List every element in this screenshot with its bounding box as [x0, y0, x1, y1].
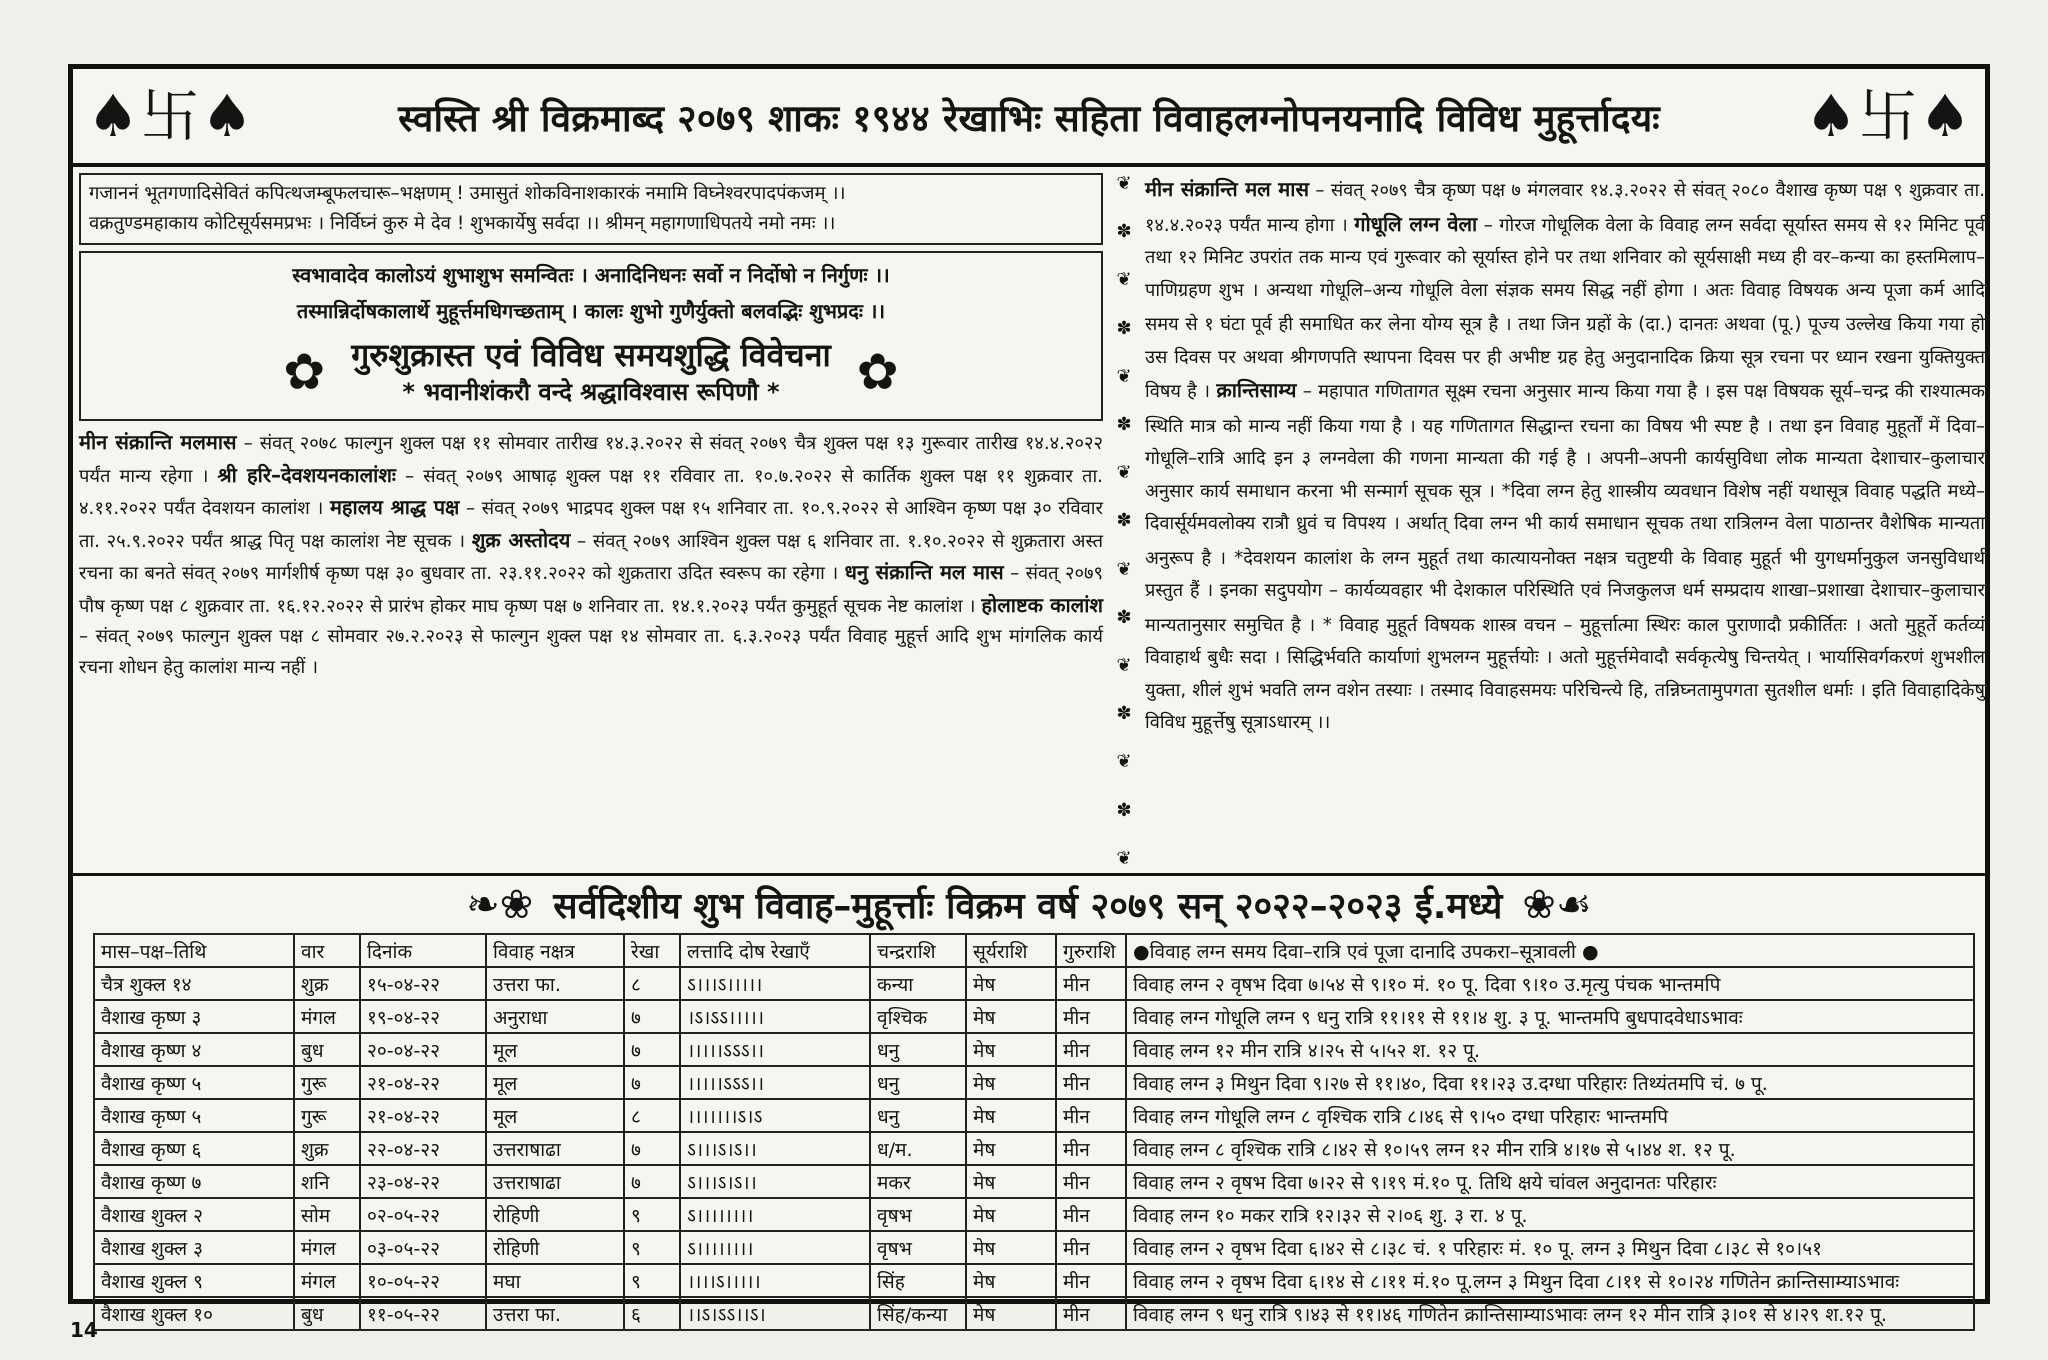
table-cell: ७: [624, 1033, 680, 1066]
table-cell: ८: [624, 1099, 680, 1132]
column-header: गुरुराशि: [1056, 934, 1126, 967]
right-text-block: [1145, 173, 1985, 869]
table-cell: विवाह लग्न २ वृषभ दिवा ६।४२ से ८।३८ चं. १ परिहारः मं. १० पू. लग्न ३ मिथुन दिवा ८।३८ से १०।५१: [1126, 1231, 1974, 1264]
table-cell: मंगल: [294, 1000, 360, 1033]
table-cell: विवाह लग्न २ वृषभ दिवा ७।५४ से ९।१० मं. १० पू. दिवा ९।१० उ.मृत्यु पंचक भान्तमपि: [1126, 967, 1974, 1000]
ornament-icon: ❦: [1116, 655, 1132, 677]
left-para-5-text: – संवत् २०७९ फाल्गुन शुक्ल पक्ष ८ सोमवार २७.२.२०२३ से फाल्गुन शुक्ल पक्ष १४ सोमवार ता. ६.३.२०२३ पर्यंत विवाह मुहूर्त्त आदि शुभ मांगलिक कार्य रचना शोधन हेतु कालांश मान्य नहीं ।: [79, 626, 1103, 678]
page-number: 14: [70, 1318, 98, 1342]
table-cell: मघा: [486, 1264, 624, 1297]
lotus-flower-icon: ✿: [856, 343, 899, 401]
table-cell: वैशाख कृष्ण ६: [94, 1132, 294, 1165]
banner-title: स्वस्ति श्री विक्रमाब्द २०७९ शाकः १९४४ रेखाभिः सहिता विवाहलग्नोपनयनादि विविध मुहूर्त्तादयः: [398, 96, 1660, 140]
table-cell: ऽ।।।ऽ।ऽ।।: [680, 1132, 870, 1165]
table-row: [94, 1132, 1974, 1165]
column-header: मास–पक्ष–तिथि: [94, 934, 294, 967]
table-cell: ।।।।ऽ।।।।।: [680, 1264, 870, 1297]
left-para-1-heading: श्री हरि–देवशयनकालांशः: [217, 462, 396, 487]
shloka-line-1: स्वभावादेव कालोऽयं शुभाशुभ समन्वितः । अनादिनिधनः सर्वो न निर्दोषो न निर्गुणः ।।: [292, 263, 890, 287]
table-row: [94, 1000, 1974, 1033]
table-cell: ऽ।।।।।।।।: [680, 1231, 870, 1264]
table-cell: विवाह लग्न २ वृषभ दिवा ६।१४ से ८।११ मं.१० पू.लग्न ३ मिथुन दिवा ८।११ से १०।२४ गणितेन क्रान्तिसाम्याऽभावः: [1126, 1264, 1974, 1297]
right-para-0-text: – संवत् २०७९ चैत्र कृष्ण पक्ष ७ मंगलवार १४.३.२०२२ से संवत् २०८० वैशाख कृष्ण पक्ष ९ शुक्रवार ता. १४.४.२०२३ पर्यंत मान्य होगा ।: [1145, 180, 1986, 236]
table-row: [94, 1198, 1974, 1231]
table-cell: ११-०५-२२: [360, 1297, 486, 1330]
table-cell: मेष: [966, 1099, 1056, 1132]
table-cell: मूल: [486, 1066, 624, 1099]
table-cell: विवाह लग्न गोधूलि लग्न ९ धनु रात्रि ११।११ से ११।४ शु. ३ पू. भान्तमपि बुधपादवेधाऽभावः: [1126, 1000, 1974, 1033]
ornament-icon: ✽: [1116, 414, 1132, 436]
table-cell: सिंह/कन्या: [870, 1297, 966, 1330]
table-cell: मेष: [966, 1297, 1056, 1330]
column-header: वार: [294, 934, 360, 967]
table-cell: मूल: [486, 1033, 624, 1066]
left-para-3-text: – संवत् २०७९ आश्विन शुक्ल पक्ष ६ शनिवार ता. १.१०.२०२२ से शुक्रतारा अस्त रचना का बनते संवत् २०७९ मार्गशीर्ष कृष्ण पक्ष ३० बुधवार ता. २३.११.२०२२ को शुक्रतारा उदित स्वरूप का रहेगा ।: [79, 530, 1104, 584]
lotus-flower-icon: ✿: [283, 343, 326, 401]
table-cell: २०-०४-२२: [360, 1033, 486, 1066]
table-cell: वैशाख शुक्ल २: [94, 1198, 294, 1231]
table-cell: मंगल: [294, 1264, 360, 1297]
muhurta-title: सर्वदिशीय शुभ विवाह–मुहूर्त्ताः विक्रम वर्ष २०७९ सन् २०२२–२०२३ ई.मध्ये: [553, 886, 1503, 927]
table-cell: सोम: [294, 1198, 360, 1231]
ornament-icon: ❦: [1116, 173, 1132, 194]
table-cell: सिंह: [870, 1264, 966, 1297]
table-row: [94, 1033, 1974, 1066]
left-para-2-text: – संवत् २०७९ भाद्रपद शुक्ल पक्ष १५ शनिवार ता. १०.९.२०२२ से आश्विन कृष्ण पक्ष ३० रविवार ता. २५.९.२०२२ पर्यंत श्राद्ध पितृ पक्ष कालांश नेष्ट सूचक ।: [79, 498, 1103, 552]
table-cell: ।ऽ।ऽऽ।।।।।: [680, 1000, 870, 1033]
table-cell: मेष: [966, 1198, 1056, 1231]
column-header: लत्तादि दोष रेखाएँ: [680, 934, 870, 967]
table-row: [94, 1165, 1974, 1198]
table-cell: मीन: [1056, 967, 1126, 1000]
muhurta-table: [93, 933, 1975, 1331]
column-header: रेखा: [624, 934, 680, 967]
left-para-3-heading: शुक्र अस्तोदय: [471, 527, 571, 552]
table-cell: २१-०४-२२: [360, 1066, 486, 1099]
right-para-3-text: – महापात गणितागत सूक्ष्म रचना अनुसार मान्य किया गया है । इस पक्ष विषयक सूर्य–चन्द्र की राश्यात्मक स्थिति मात्र को मान्य नहीं किया गया है । यह गणितागत सिद्धान्त रचना का विषय भी स्पष्ट है ।: [1145, 381, 1985, 437]
shloka-box: [79, 251, 1103, 421]
right-para-3-heading: क्रान्तिसाम्य: [1216, 378, 1297, 402]
table-cell: ८: [624, 967, 680, 1000]
table-cell: गुरू: [294, 1066, 360, 1099]
table-cell: ०२-०५-२२: [360, 1198, 486, 1231]
ornament-icon: ❦: [1116, 558, 1132, 580]
left-text-block: [79, 427, 1103, 683]
left-para-0-heading: मीन संक्रान्ति मलमास: [79, 430, 237, 454]
ornament-icon: ❦: [1116, 365, 1132, 387]
table-cell: ०३-०५-२२: [360, 1231, 486, 1264]
table-row: [94, 1099, 1974, 1132]
right-para-0-heading: मीन संक्रान्ति मल मास: [1145, 177, 1309, 201]
table-cell: वैशाख कृष्ण ५: [94, 1066, 294, 1099]
table-cell: मेष: [966, 1066, 1056, 1099]
table-cell: ६: [624, 1297, 680, 1330]
table-cell: विवाह लग्न ८ वृश्चिक रात्रि ८।४२ से १०।५९ लग्न १२ मीन रात्रि ४।१७ से ५।४४ श. १२ पू.: [1126, 1132, 1974, 1165]
table-cell: उत्तरा फा.: [486, 1297, 624, 1330]
table-cell: रोहिणी: [486, 1198, 624, 1231]
table-cell: वैशाख कृष्ण ४: [94, 1033, 294, 1066]
table-cell: मीन: [1056, 1099, 1126, 1132]
table-cell: ७: [624, 1000, 680, 1033]
column-header: चन्द्रराशि: [870, 934, 966, 967]
table-cell: विवाह लग्न १० मकर रात्रि १२।३२ से २।०६ शु. ३ रा. ४ पू.: [1126, 1198, 1974, 1231]
left-para-4-text: – संवत् २०७९ पौष कृष्ण पक्ष ८ शुक्रवार ता. १६.१२.२०२२ से प्रारंभ होकर माघ कृष्ण पक्ष ७ शनिवार ता. १४.१.२०२३ पर्यंत कुमुहूर्त सूचक नेष्ट कालांश ।: [79, 563, 1103, 617]
table-cell: शनि: [294, 1165, 360, 1198]
column-header: विवाह नक्षत्र: [486, 934, 624, 967]
calendar-page: [68, 64, 1990, 1326]
shloka-line-2: तस्मान्निर्दोषकालार्थे मुहूर्त्तमधिगच्छताम् । कालः शुभो गुणैर्युक्तो बलवद्भिः शुभप्रदः ।।: [296, 299, 886, 323]
spade-swastika-spade-icon: ♠ 卐 ♠: [1804, 82, 1971, 150]
invocation-line-2: वक्रतुण्डमहाकाय कोटिसूर्यसमप्रभः । निर्विघ्नं कुरु मे देव ! शुभकार्येषु सर्वदा ।। श्रीमन् महागणाधिपतये नमो नमः ।।: [89, 213, 836, 234]
left-para-5-heading: होलाष्टक कालांश: [981, 592, 1103, 617]
table-cell: मीन: [1056, 1165, 1126, 1198]
ornament-icon: ❦: [1116, 462, 1132, 484]
floral-vine-icon: ❧❀: [466, 881, 534, 928]
right-para-2-text: तथा जिन ग्रहों के (दा.) दानतः अथवा (पू.) पूज्य उल्लेख किया गया हो उस दिवस पर अथवा श्रीगणपति स्थापना दिवस पर ही अभीष्ट ग्रह हेतु अनुदानादिक क्रिया सूत्र रचना पर ध्यान रखना युक्तियुक्त विषय है ।: [1145, 314, 1985, 402]
left-column: [79, 173, 1103, 869]
table-cell: १९-०४-२२: [360, 1000, 486, 1033]
table-row: [94, 1264, 1974, 1297]
table-cell: मीन: [1056, 1066, 1126, 1099]
ornament-icon: ✽: [1116, 221, 1132, 243]
section-heading: [89, 335, 1093, 409]
ornament-icon: ✽: [1116, 317, 1132, 339]
ornamental-divider: [1109, 173, 1139, 869]
table-cell: विवाह लग्न गोधूलि लग्न ८ वृश्चिक रात्रि ८।४६ से ९।५० दग्धा परिहारः भान्तमपि: [1126, 1099, 1974, 1132]
left-para-1-text: – संवत् २०७९ आषाढ़ शुक्ल पक्ष ११ रविवार ता. १०.७.२०२२ से कार्तिक शुक्ल पक्ष ११ शुक्रवार ता. ४.११.२०२२ पर्यंत देवशयन कालांश ।: [79, 465, 1103, 519]
table-cell: शुक्र: [294, 1132, 360, 1165]
table-cell: ७: [624, 1132, 680, 1165]
table-cell: मकर: [870, 1165, 966, 1198]
table-body: [94, 967, 1974, 1330]
table-cell: मेष: [966, 1033, 1056, 1066]
table-cell: मीन: [1056, 1033, 1126, 1066]
table-cell: मेष: [966, 1264, 1056, 1297]
table-cell: वैशाख कृष्ण ५: [94, 1099, 294, 1132]
table-cell: कन्या: [870, 967, 966, 1000]
table-cell: ७: [624, 1165, 680, 1198]
column-header: सूर्यराशि: [966, 934, 1056, 967]
ornament-icon: ✽: [1116, 606, 1132, 628]
table-cell: उत्तराषाढा: [486, 1165, 624, 1198]
table-cell: वृषभ: [870, 1198, 966, 1231]
table-cell: मीन: [1056, 1000, 1126, 1033]
table-cell: २२-०४-२२: [360, 1132, 486, 1165]
table-cell: बुध: [294, 1297, 360, 1330]
table-cell: ९: [624, 1231, 680, 1264]
ornament-icon: ❦: [1116, 751, 1132, 773]
table-cell: शुक्र: [294, 967, 360, 1000]
table-cell: ।।ऽ।ऽऽ।।ऽ।: [680, 1297, 870, 1330]
table-row: [94, 1231, 1974, 1264]
table-cell: वैशाख शुक्ल ९: [94, 1264, 294, 1297]
left-para-0-text: – संवत् २०७८ फाल्गुन शुक्ल पक्ष ११ सोमवार तारीख १४.३.२०२२ से संवत् २०७९ चैत्र शुक्ल पक्ष १३ गुरूवार तारीख १४.४.२०२२ पर्यंत मान्य रहेगा ।: [79, 433, 1103, 487]
table-cell: मेष: [966, 1132, 1056, 1165]
table-cell: धनु: [870, 1033, 966, 1066]
table-cell: ।।।।।ऽऽऽ।।: [680, 1033, 870, 1066]
table-cell: अनुराधा: [486, 1000, 624, 1033]
right-para-1-text: – गोरज गोधूलिक वेला के विवाह लग्न सर्वदा सूर्यास्त समय से १२ मिनिट पूर्व तथा १२ मिनिट उपरांत तक मान्य एवं गुरूवार को सूर्यास्त होने पर तथा शनिवार को सूर्यसाक्षी मध्य ही वर–कन्या का हस्तमिलाप–पाणिग्रहण शुभ । अन्यथा गोधूलि–अन्य गोधूलि वेला संज्ञक समय सिद्ध नहीं होगा । अतः विवाह विषयक अन्य पूजा कर्म आदि समय से १ घंटा पूर्व ही समाधित कर लेना योग्य सूत्र है ।: [1145, 214, 1985, 335]
right-para-6-text: * विवाह मुहूर्त विषयक शास्त्र वचन – मुहूर्त्तात्मा स्थिरः काल पुराणादौ प्रकीर्तितः । अतो मुहूर्ते कर्तव्यं विवाहार्थ बुधैः सदा । सिद्धिर्भवति कार्याणां शुभलग्न मुहूर्त्तयोः । अतो मुहूर्त्तमेवादौ सर्वकृत्येषु चिन्तयेत् । भार्यासिवर्गकरणं शुभशील युक्ता, शीलं शुभं भवति लग्न वशेन तस्याः । तस्माद विवाहसमयः परिचिन्त्ये हि, तन्निघ्नतामुपगता सुतशील धर्माः । इति विवाहादिकेषु विविध मुहूर्त्तेषु सूत्राऽधारम् ।।: [1145, 614, 1985, 733]
table-cell: मीन: [1056, 1231, 1126, 1264]
table-row: [94, 967, 1974, 1000]
table-row: [94, 1297, 1974, 1330]
invocation-box: [79, 173, 1103, 245]
table-cell: ऽ।।।।।।।।: [680, 1198, 870, 1231]
table-cell: उत्तराषाढा: [486, 1132, 624, 1165]
table-cell: वृषभ: [870, 1231, 966, 1264]
left-para-4-heading: धनु संक्रान्ति मल मास: [844, 560, 1004, 584]
table-cell: विवाह लग्न ३ मिथुन दिवा ९।२७ से ११।४०, दिवा ११।२३ उ.दग्धा परिहारः तिथ्यंतमपि चं. ७ पू.: [1126, 1066, 1974, 1099]
table-cell: मेष: [966, 1000, 1056, 1033]
ornament-icon: ✽: [1116, 510, 1132, 532]
table-cell: मीन: [1056, 1198, 1126, 1231]
table-row: [94, 1066, 1974, 1099]
table-cell: ९: [624, 1198, 680, 1231]
invocation-line-1: गजाननं भूतगणादिसेवितं कपित्थजम्बूफलचारू–भक्षणम् ! उमासुतं शोकविनाशकारकं नमामि विघ्नेश्वरपादपंकजम् ।।: [89, 183, 846, 204]
table-cell: चैत्र शुक्ल १४: [94, 967, 294, 1000]
table-cell: वैशाख शुक्ल १०: [94, 1297, 294, 1330]
table-cell: मीन: [1056, 1132, 1126, 1165]
table-cell: वृश्चिक: [870, 1000, 966, 1033]
muhurta-heading-bar: [73, 873, 1985, 933]
table-cell: बुध: [294, 1033, 360, 1066]
ornament-icon: ✽: [1116, 703, 1132, 725]
right-para-4-text: तथा इन विवाह मुहूर्तों में दिवा–गोधूलि–रात्रि आदि इन ३ लग्नवेला की गणना मान्यता की गई है । अपनी–अपनी कार्यसुविधा लोक मान्यता देशाचार–कुलाचार अनुसार कार्य समाधान करना भी सन्मार्ग सूचक सूत्र । *दिवा लग्न हेतु शास्त्रीय व्यवधान विशेष नहीं यथासूत्र विवाह पद्धति मध्ये– दिवार्सूर्यमवलोक्य रात्रौ ध्रुवं च विपश्य । अर्थात् दिवा लग्न भी कार्य समाधान सूचक तथा रात्रिलग्न वेला पाठान्तर वैशेषिक मान्यता अनुरूप है ।: [1145, 415, 1985, 569]
ornament-icon: ❦: [1116, 269, 1132, 291]
table-cell: वैशाख कृष्ण ३: [94, 1000, 294, 1033]
table-cell: मीन: [1056, 1264, 1126, 1297]
table-cell: २३-०४-२२: [360, 1165, 486, 1198]
right-para-5-text: *देवशयन कालांश के लग्न मुहूर्त तथा कात्यायनोक्त नक्षत्र चतुष्टयी के विवाह मुहूर्त भी युगधर्मानुकुल जनसुविधार्थ प्रस्तुत हैं । इनका सदुपयोग – कार्यव्यवहार भी देशकाल परिस्थिति एवं निजकुलज धर्म सम्प्रदाय शाखा–प्रशाखा देशाचार–कुलाचार मान्यतानुसार समुचित है ।: [1145, 547, 1985, 636]
table-cell: ध/म.: [870, 1132, 966, 1165]
table-cell: मीन: [1056, 1297, 1126, 1330]
page-banner: [73, 69, 1985, 167]
table-header-row: [94, 934, 1974, 967]
table-cell: मेष: [966, 967, 1056, 1000]
ornament-icon: ❦: [1116, 847, 1132, 869]
table-cell: ७: [624, 1066, 680, 1099]
right-para-1-heading: गोधूलि लग्न वेला: [1354, 211, 1478, 236]
table-cell: वैशाख कृष्ण ७: [94, 1165, 294, 1198]
left-para-2-heading: महालय श्राद्ध पक्ष: [329, 495, 460, 519]
table-cell: मेष: [966, 1165, 1056, 1198]
table-cell: ९: [624, 1264, 680, 1297]
table-cell: ।।।।।ऽऽऽ।।: [680, 1066, 870, 1099]
section-title: गुरुशुक्रास्त एवं विविध समयशुद्धि विवेचना: [351, 336, 831, 374]
ornament-icon: ✽: [1116, 799, 1132, 821]
table-cell: मेष: [966, 1231, 1056, 1264]
table-cell: ।।।।।।।ऽ।ऽ: [680, 1099, 870, 1132]
section-subtitle: * भवानीशंकरौ वन्दे श्रद्धाविश्वास रूपिणौ *: [402, 378, 780, 406]
table-cell: विवाह लग्न ९ धनु रात्रि ९।४३ से ११।४६ गणितेन क्रान्तिसाम्याऽभावः लग्न १२ मीन रात्रि ३।०१ से ४।२९ श.१२ पू.: [1126, 1297, 1974, 1330]
right-para-4: [1145, 416, 1985, 569]
table-cell: ऽ।।।ऽ।।।।।: [680, 967, 870, 1000]
table-cell: उत्तरा फा.: [486, 967, 624, 1000]
column-header: ●विवाह लग्न समय दिवा–रात्रि एवं पूजा दानादि उपकरा–सूत्रावली ●: [1126, 934, 1974, 967]
table-cell: १०-०५-२२: [360, 1264, 486, 1297]
table-cell: १५-०४-२२: [360, 967, 486, 1000]
table-cell: मंगल: [294, 1231, 360, 1264]
spade-swastika-spade-icon: ♠ 卐 ♠: [87, 82, 254, 150]
table-cell: विवाह लग्न २ वृषभ दिवा ७।२२ से ९।१९ मं.१० पू. तिथि क्षये चांवल अनुदानतः परिहारः: [1126, 1165, 1974, 1198]
table-cell: २१-०४-२२: [360, 1099, 486, 1132]
table-cell: ऽ।।।ऽ।ऽ।।: [680, 1165, 870, 1198]
table-cell: मूल: [486, 1099, 624, 1132]
table-cell: गुरू: [294, 1099, 360, 1132]
table-cell: धनु: [870, 1066, 966, 1099]
table-cell: विवाह लग्न १२ मीन रात्रि ४।२५ से ५।५२ श. १२ पू.: [1126, 1033, 1974, 1066]
table-cell: वैशाख शुक्ल ३: [94, 1231, 294, 1264]
table-cell: रोहिणी: [486, 1231, 624, 1264]
floral-vine-icon: ❀☙: [1522, 881, 1592, 928]
column-header: दिनांक: [360, 934, 486, 967]
table-cell: धनु: [870, 1099, 966, 1132]
